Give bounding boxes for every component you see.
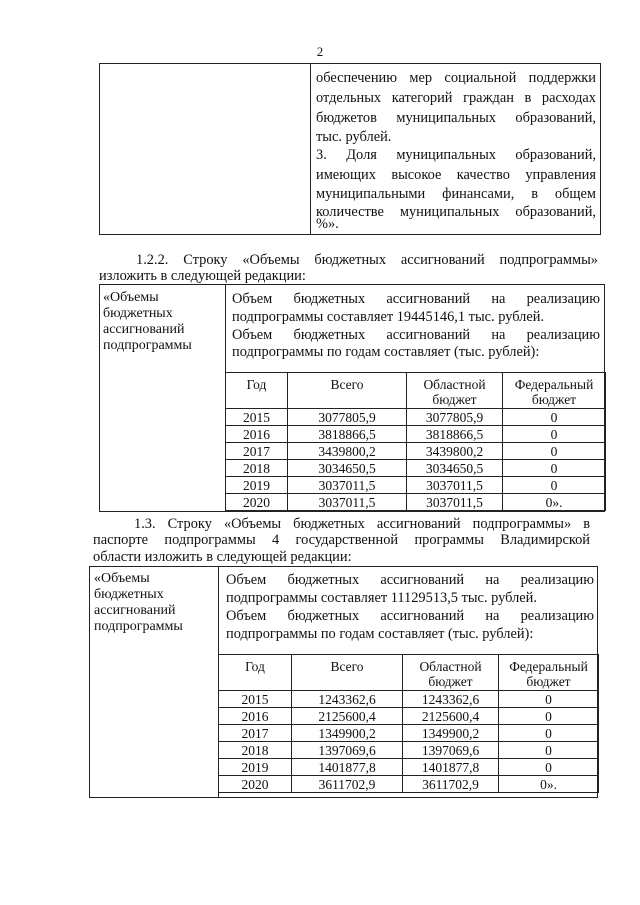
cell-total: 3037011,5 [288, 477, 407, 494]
cell-regional: 3077805,9 [407, 409, 503, 426]
section-13-text-line: Объем бюджетных ассигнований на реализацию [226, 608, 594, 624]
table-header-row [226, 373, 606, 409]
section-122-year-table [225, 372, 606, 511]
table-row [226, 494, 606, 511]
label-line: «Объемы [103, 290, 159, 305]
top-line: бюджетов муниципальных образований, [316, 110, 596, 126]
cell-federal: 0 [499, 742, 599, 759]
label-line: «Объемы [94, 571, 150, 586]
cell-year: 2017 [226, 443, 288, 460]
table-row [226, 460, 606, 477]
col-header-federal: Федеральный бюджет [503, 373, 606, 409]
section-122-text-line: подпрограммы по годам составляет (тыс. рублей): [232, 344, 540, 360]
cell-regional: 1401877,8 [403, 759, 499, 776]
cell-year: 2016 [226, 426, 288, 443]
col-header-regional: Областной бюджет [407, 373, 503, 409]
section-13-label [94, 571, 183, 635]
table-row [219, 759, 599, 776]
section-13-paragraph-line3: области изложить в следующей редакции: [93, 549, 352, 565]
col-header-year: Год [219, 655, 292, 691]
cell-total: 3439800,2 [288, 443, 407, 460]
label-line: ассигнований [94, 603, 176, 618]
section-122-text-line: Объем бюджетных ассигнований на реализацию [232, 327, 600, 343]
section-13-text-line: подпрограммы по годам составляет (тыс. рублей): [226, 626, 534, 642]
table-row [219, 691, 599, 708]
cell-total: 1401877,8 [292, 759, 403, 776]
col-header-year: Год [226, 373, 288, 409]
cell-federal: 0 [503, 409, 606, 426]
label-line: подпрограммы [94, 619, 183, 634]
cell-federal: 0 [499, 725, 599, 742]
col-header-total: Всего [288, 373, 407, 409]
cell-year: 2019 [219, 759, 292, 776]
cell-total: 3037011,5 [288, 494, 407, 511]
cell-year: 2015 [226, 409, 288, 426]
label-line: бюджетных [94, 587, 164, 602]
cell-total: 2125600,4 [292, 708, 403, 725]
table-row [219, 708, 599, 725]
table-header-row [219, 655, 599, 691]
label-line: ассигнований [103, 322, 185, 337]
cell-year: 2018 [226, 460, 288, 477]
cell-federal: 0 [503, 460, 606, 477]
cell-year: 2020 [226, 494, 288, 511]
cell-total: 1349900,2 [292, 725, 403, 742]
top-line: обеспечению мер социальной поддержки [316, 70, 596, 86]
cell-total: 3077805,9 [288, 409, 407, 426]
cell-federal: 0 [503, 426, 606, 443]
cell-federal: 0 [503, 443, 606, 460]
section-122-paragraph-line2: изложить в следующей редакции: [99, 268, 306, 284]
section-13-text-line: Объем бюджетных ассигнований на реализацию [226, 572, 594, 588]
label-line: подпрограммы [103, 338, 192, 353]
cell-year: 2016 [219, 708, 292, 725]
cell-total: 3818866,5 [288, 426, 407, 443]
section-13-paragraph-line1: 1.3. Строку «Объемы бюджетных ассигнований подпрограммы» в [134, 516, 590, 532]
cell-regional: 1349900,2 [403, 725, 499, 742]
section-122-paragraph-line1: 1.2.2. Строку «Объемы бюджетных ассигнований подпрограммы» [136, 252, 598, 268]
col-header-federal: Федеральный бюджет [499, 655, 599, 691]
top-line: имеющих высокое качество управления [316, 167, 596, 183]
section-122-label [103, 290, 192, 354]
section-13-paragraph-line2: паспорте подпрограммы 4 государственной программы Владимирской [93, 532, 590, 548]
cell-regional: 3611702,9 [403, 776, 499, 793]
top-line: количестве муниципальных образований, [316, 204, 596, 220]
top-line: отдельных категорий граждан в расходах [316, 90, 596, 106]
section-13-year-table [218, 654, 599, 793]
table-row [219, 742, 599, 759]
top-line: тыс. рублей. [316, 129, 392, 145]
section-13-text-line: подпрограммы составляет 11129513,5 тыс. рублей. [226, 590, 537, 606]
cell-total: 3034650,5 [288, 460, 407, 477]
top-line: %». [316, 216, 339, 232]
cell-regional: 3034650,5 [407, 460, 503, 477]
col-header-regional: Областной бюджет [403, 655, 499, 691]
cell-federal: 0». [503, 494, 606, 511]
cell-year: 2019 [226, 477, 288, 494]
cell-federal: 0 [499, 691, 599, 708]
cell-regional: 3037011,5 [407, 477, 503, 494]
top-table-divider [310, 63, 311, 235]
cell-regional: 1243362,6 [403, 691, 499, 708]
cell-regional: 3439800,2 [407, 443, 503, 460]
section-122-text-line: Объем бюджетных ассигнований на реализацию [232, 291, 600, 307]
cell-federal: 0 [499, 708, 599, 725]
cell-federal: 0 [499, 759, 599, 776]
page-number: 2 [316, 44, 324, 59]
table-row [226, 443, 606, 460]
cell-regional: 3818866,5 [407, 426, 503, 443]
top-line: 3. Доля муниципальных образований, [316, 147, 596, 163]
table-row [226, 409, 606, 426]
cell-total: 3611702,9 [292, 776, 403, 793]
table-row [219, 725, 599, 742]
table-row [219, 776, 599, 793]
cell-regional: 1397069,6 [403, 742, 499, 759]
cell-year: 2015 [219, 691, 292, 708]
cell-year: 2020 [219, 776, 292, 793]
table-row [226, 477, 606, 494]
table-row [226, 426, 606, 443]
cell-total: 1397069,6 [292, 742, 403, 759]
section-122-text-line: подпрограммы составляет 19445146,1 тыс. рублей. [232, 309, 545, 325]
col-header-total: Всего [292, 655, 403, 691]
label-line: бюджетных [103, 306, 173, 321]
top-line: муниципальными финансами, в общем [316, 186, 596, 202]
cell-regional: 3037011,5 [407, 494, 503, 511]
cell-federal: 0». [499, 776, 599, 793]
cell-regional: 2125600,4 [403, 708, 499, 725]
cell-year: 2018 [219, 742, 292, 759]
cell-total: 1243362,6 [292, 691, 403, 708]
cell-federal: 0 [503, 477, 606, 494]
cell-year: 2017 [219, 725, 292, 742]
